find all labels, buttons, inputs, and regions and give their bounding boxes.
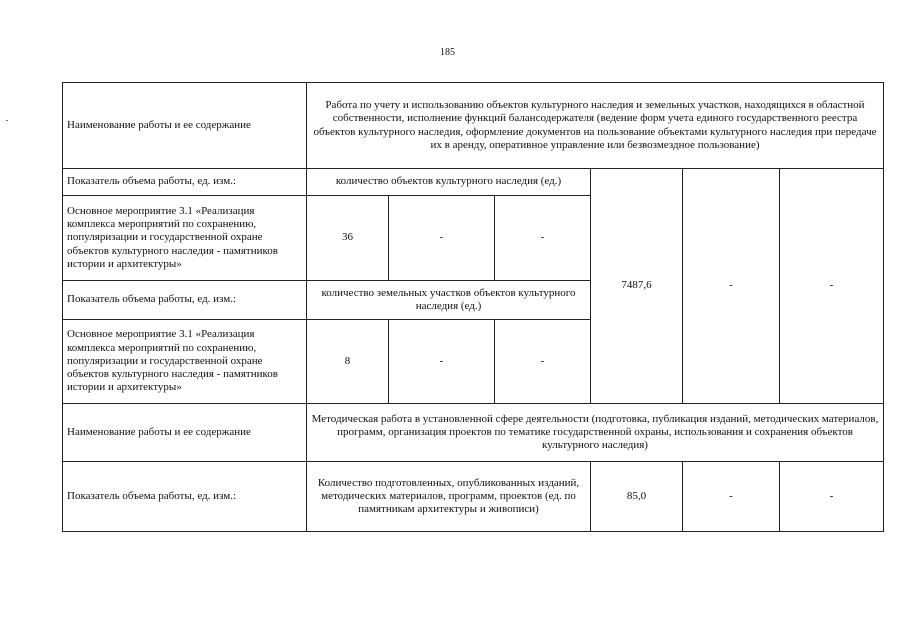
indicator-row-1 xyxy=(63,169,884,196)
indicator-row-3 xyxy=(63,462,884,532)
indicator-unit-1: количество объектов культурного наследия (ед.) xyxy=(307,169,591,196)
event-value-3: - xyxy=(495,196,591,281)
scan-mark xyxy=(6,120,8,121)
event-value-2: - xyxy=(389,196,495,281)
work-title-1: Работа по учету и использованию объектов культурного наследия и земельных участков, находящихся в областной собственности, исполнение функций балансодержателя (ведение форм учета единого государственного реестра объектов культурного наследия, оформление документов на пользование объектами культурного наследия при передаче их в аренду, оперативное управление или безвозмездное пользование) xyxy=(307,83,884,169)
work-name-label-1: Наименование работы и ее содержание xyxy=(63,83,307,169)
finance-value-5: - xyxy=(683,462,780,532)
finance-value-3: - xyxy=(780,169,884,404)
finance-value-6: - xyxy=(780,462,884,532)
event-label-1: Основное мероприятие 3.1 «Реализация комплекса мероприятий по сохранению, популяризации и государственной охране объектов культурного наследия - памятников истории и архитектуры» xyxy=(63,196,307,281)
work-name-row-1 xyxy=(63,83,884,169)
page-number: 185 xyxy=(440,47,455,58)
indicator-unit-2: количество земельных участков объектов культурного наследия (ед.) xyxy=(307,281,591,320)
event-label-2: Основное мероприятие 3.1 «Реализация комплекса мероприятий по сохранению, популяризации и государственной охране объектов культурного наследия - памятников истории и архитектуры» xyxy=(63,320,307,404)
event-value-6: - xyxy=(495,320,591,404)
indicator-label-2: Показатель объема работы, ед. изм.: xyxy=(63,281,307,320)
indicator-unit-3: Количество подготовленных, опубликованных изданий, методических материалов, программ, проектов (ед. по памятникам архитектуры и живописи) xyxy=(307,462,591,532)
finance-value-4: 85,0 xyxy=(591,462,683,532)
work-name-label-2: Наименование работы и ее содержание xyxy=(63,404,307,462)
finance-value-2: - xyxy=(683,169,780,404)
finance-value-1: 7487,6 xyxy=(591,169,683,404)
work-title-2: Методическая работа в установленной сфере деятельности (подготовка, публикация изданий, методических материалов, программ, организация проектов по тематике государственной охраны, использования и сохранения объектов культурного наследия) xyxy=(307,404,884,462)
work-name-row-2 xyxy=(63,404,884,462)
indicator-label-1: Показатель объема работы, ед. изм.: xyxy=(63,169,307,196)
event-value-1: 36 xyxy=(307,196,389,281)
event-value-4: 8 xyxy=(307,320,389,404)
indicator-label-3: Показатель объема работы, ед. изм.: xyxy=(63,462,307,532)
document-table xyxy=(62,82,884,532)
event-value-5: - xyxy=(389,320,495,404)
